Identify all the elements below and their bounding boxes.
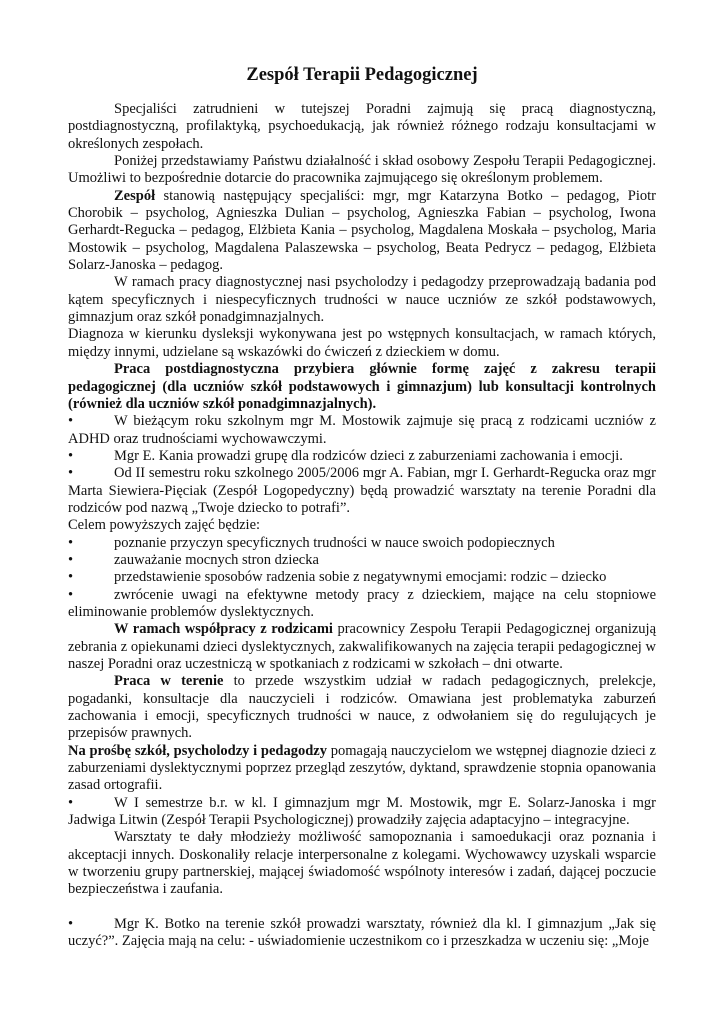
- paragraph-intro: Specjaliści zatrudnieni w tutejszej Poradni zajmują się pracą diagnostyczną, postdiagnostyczną, profilaktyką, psychoedukacją, jak również różnego rodzaju konsultacjami w określonych zespołach.: [68, 101, 656, 152]
- fieldwork-heading: Praca w terenie: [114, 673, 224, 690]
- bullet-item: [68, 916, 656, 951]
- team-label: Zespół: [114, 187, 156, 204]
- bullet-item: [68, 465, 656, 517]
- schools-text: pomagają nauczycielom we wstępnej diagnozie dzieci z zaburzeniami dyslektycznymi poprzez przegląd zeszytów, dyktand, sprawdzenie stopnia opanowania zasad ortografii.: [68, 742, 656, 794]
- bullet-text: Mgr E. Kania prowadzi grupę dla rodziców dzieci z zaburzeniami zachowania i emocji.: [114, 447, 623, 464]
- goal-text: zauważanie mocnych stron dziecka: [114, 551, 319, 568]
- bullet-icon: •: [68, 413, 74, 430]
- bullet-icon: •: [68, 551, 74, 568]
- goals-intro: Celem powyższych zajęć będzie:: [68, 517, 261, 534]
- goal-item: [68, 552, 656, 569]
- paragraph-workshops: Warsztaty te dały młodzieży możliwość samopoznania i samoedukacji oraz poznania i akceptacji innych. Doskonaliły relacje interpersonalne z kolegami. Wychowawcy uzyskali wsparcie w tworzeniu grupy partnerskiej, mającej świadomość wspólnoty interesów i zadań, dającej poczucie bezpieczeństwa i zaufania.: [68, 829, 656, 898]
- bullet-item: [68, 413, 656, 448]
- bullet-item: [68, 795, 656, 830]
- paragraph-parents: [68, 621, 656, 673]
- paragraph-overview: Poniżej przedstawiamy Państwu działalność i skład osobowy Zespołu Terapii Pedagogicznej. Umożliwi to bezpośrednie dotarcie do pracownika zajmującego się określonym problemem.: [68, 153, 656, 187]
- bullet-icon: •: [68, 447, 74, 464]
- paragraph-team: [68, 188, 656, 275]
- paragraph-fieldwork: [68, 673, 656, 742]
- bullet-icon: •: [68, 465, 74, 482]
- goal-text: poznanie przyczyn specyficznych trudności w nauce swoich podopiecznych: [114, 534, 555, 551]
- paragraph-schools: [68, 743, 656, 795]
- bullet-icon: •: [68, 569, 74, 586]
- goal-text: przedstawienie sposobów radzenia sobie z negatywnymi emocjami: rodzic – dziecko: [114, 569, 607, 586]
- parents-heading: W ramach współpracy z rodzicami: [114, 621, 333, 638]
- team-members-text: stanowią następujący specjaliści: mgr, mgr Katarzyna Botko – pedagog, Piotr Chorobik – psycholog, Agnieszka Dulian – psycholog, Agnieszka Fabian – psycholog, Iwona Gerhardt-Regucka – pedagog, Elżbieta Kania – psycholog, Magdalena Moskała – psycholog, Maria Mostowik – psycholog, Magdalena Palaszewska – psycholog, Beata Pedrycz – pedagog, Elżbieta Solarz-Janoska – pedagog.: [68, 187, 656, 274]
- bullet-text: W I semestrze b.r. w kl. I gimnazjum mgr M. Mostowik, mgr E. Solarz-Janoska i mgr Jadwiga Litwin (Zespół Terapii Psychologicznej) prowadziły zajęcia adaptacyjno – integracyjne.: [68, 794, 656, 829]
- goal-text: zwrócenie uwagi na efektywne metody pracy z dzieckiem, mające na celu stopniowe eliminowanie problemów dyslektycznych.: [68, 586, 656, 620]
- parents-text: pracownicy Zespołu Terapii Pedagogicznej organizują zebrania z opiekunami dzieci dyslektycznych, zakwalifikowanych na zajęcia terapii pedagogicznej w naszej Poradni oraz uczestniczą w spotkaniach z rodzicami w szkołach – dni otwarte.: [68, 621, 656, 672]
- bullet-icon: •: [68, 794, 74, 811]
- fieldwork-text: to przede wszystkim udział w radach pedagogicznych, prelekcje, pogadanki, konsultacje dla nauczycieli i rodziców. Omawiana jest problematyka zaburzeń zachowania i emocji, specyficznych trudności w nauce, z odwołaniem się do regulujących je przepisów prawnych.: [68, 673, 656, 742]
- bullet-text: Mgr K. Botko na terenie szkół prowadzi warsztaty, również dla kl. I gimnazjum „Jak się uczyć?”. Zajęcia mają na celu: - uświadomienie uczestnikom co i przeszkadza w uczeniu się: „Moje: [68, 915, 656, 950]
- bullet-icon: •: [68, 586, 74, 603]
- paragraph-diagnostics: W ramach pracy diagnostycznej nasi psycholodzy i pedagodzy przeprowadzają badania pod kątem specyficznych i niespecyficznych trudności w nauce uczniów ze szkół podstawowych, gimnazjum oraz szkół ponadgimnazjalnych.: [68, 274, 656, 326]
- postdiagnostic-heading: Praca postdiagnostyczna przybiera głównie formę zajęć z zakresu terapii pedagogicznej (dla uczniów szkół podstawowych i gimnazjum) lub konsultacji kontrolnych (również dla uczniów szkół ponadgimnazjalnych).: [68, 361, 656, 412]
- goal-item: [68, 587, 656, 622]
- bullet-icon: •: [68, 534, 74, 551]
- bullet-text: Od II semestru roku szkolnego 2005/2006 mgr A. Fabian, mgr I. Gerhardt-Regucka oraz mgr Marta Siewiera-Pięciak (Zespół Logopedyczny) będą prowadzić warsztaty na terenie Poradni dla rodziców pod nazwą „Twoje dziecko to potrafi”.: [68, 465, 656, 516]
- goal-item: [68, 535, 656, 552]
- paragraph-postdiagnostic: [68, 361, 656, 413]
- schools-heading: Na prośbę szkół, psycholodzy i pedagodzy: [68, 742, 327, 759]
- page-title: Zespół Terapii Pedagogicznej: [246, 65, 478, 85]
- bullet-text: W bieżącym roku szkolnym mgr M. Mostowik zajmuje się pracą z rodzicami uczniów z ADHD oraz trudnościami wychowawczymi.: [68, 413, 656, 447]
- goal-item: [68, 569, 656, 586]
- bullet-item: [68, 448, 656, 465]
- paragraph-dyslexia: Diagnoza w kierunku dysleksji wykonywana jest po wstępnych konsultacjach, w ramach których, między innymi, udzielane są wskazówki do ćwiczeń z dzieckiem w domu.: [68, 326, 656, 360]
- spacer: [68, 899, 656, 916]
- document-page: [68, 64, 656, 951]
- bullet-icon: •: [68, 915, 74, 932]
